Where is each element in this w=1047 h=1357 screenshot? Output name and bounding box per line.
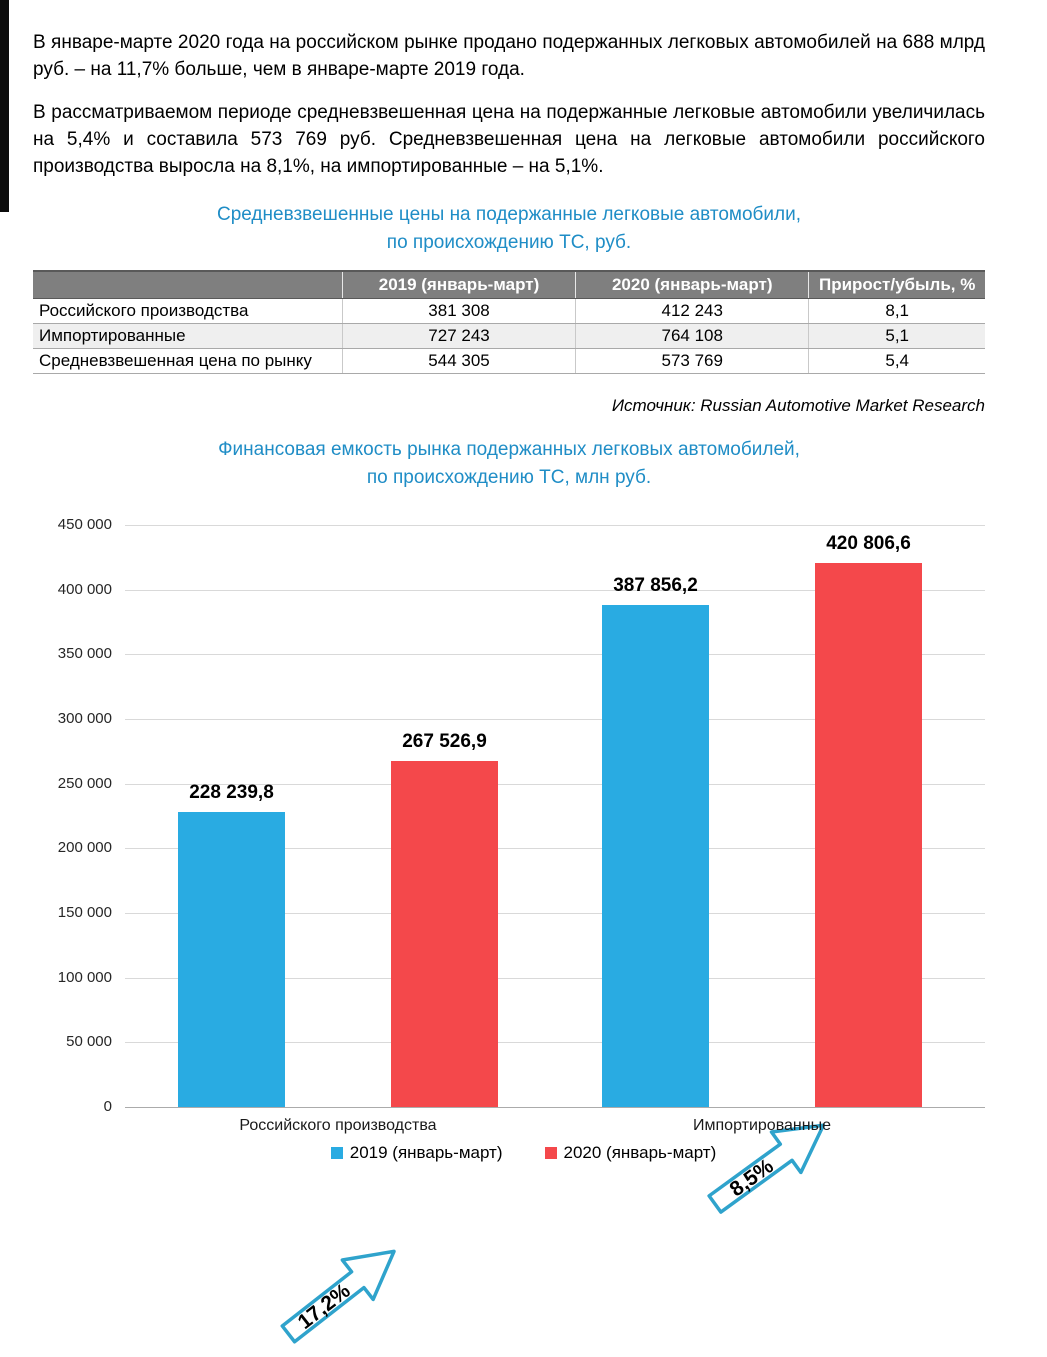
row-value-2020: 573 769 <box>576 348 809 373</box>
y-axis-tick-label: 100 000 <box>57 968 112 986</box>
y-axis-tick-label: 250 000 <box>57 774 112 792</box>
legend-item <box>545 1143 717 1163</box>
row-label: Российского производства <box>33 298 342 323</box>
row-value-growth: 8,1 <box>809 298 985 323</box>
y-axis-tick-label: 200 000 <box>57 839 112 857</box>
table-title-line2: по происхождению ТС, руб. <box>386 232 632 254</box>
y-axis-tick-label: 350 000 <box>57 645 112 663</box>
y-axis-tick-label: 400 000 <box>57 580 112 598</box>
table-header-2020: 2020 (январь-март) <box>576 271 809 299</box>
left-margin-bar <box>0 0 9 212</box>
bar-2019-domestic <box>178 812 285 1107</box>
y-axis-tick-label: 50 000 <box>66 1033 112 1051</box>
legend-swatch <box>331 1147 343 1159</box>
intro-paragraph-1: В январе-марте 2020 года на российском рынке продано подержанных легковых автомобилей на 688 млрд руб. – на 11,7% больше, чем в январе-марте 2019 года. <box>33 32 985 80</box>
x-axis-category-label: Импортированные <box>693 1116 831 1134</box>
intro-paragraph-2: В рассматриваемом периоде средневзвешенная цена на подержанные легковые автомобили увеличилась на 5,4% и составила 573 769 руб. Средневзвешенная цена на легковые автомобили российского производства выросла на 8,1%, на импортированные – на 5,1%. <box>33 101 985 177</box>
bar-value-label: 420 806,6 <box>826 532 911 554</box>
row-value-2019: 727 243 <box>342 323 575 348</box>
row-value-2019: 544 305 <box>342 348 575 373</box>
table-header-2019: 2019 (январь-март) <box>342 271 575 299</box>
table-section-title <box>33 201 985 258</box>
legend-label: 2020 (январь-март) <box>563 1142 717 1162</box>
price-table <box>33 270 985 374</box>
y-axis-tick-label: 0 <box>103 1097 112 1115</box>
row-value-2020: 412 243 <box>576 298 809 323</box>
growth-arrow-imported-label: 8,5% <box>725 1154 778 1202</box>
bar-2020-imported <box>815 563 922 1107</box>
legend-swatch <box>545 1147 557 1159</box>
chart-section-title <box>33 436 985 493</box>
table-row-imported <box>33 323 985 348</box>
legend-label: 2019 (январь-март) <box>349 1142 503 1162</box>
row-label: Средневзвешенная цена по рынку <box>33 348 342 373</box>
bar-2020-domestic <box>391 761 498 1107</box>
growth-arrow-domestic <box>270 1227 415 1357</box>
row-value-growth: 5,4 <box>809 348 985 373</box>
row-value-growth: 5,1 <box>809 323 985 348</box>
table-title-line1: Средневзвешенные цены на подержанные легковые автомобили, <box>216 203 802 225</box>
table-header-growth: Прирост/убыль, % <box>809 271 985 299</box>
growth-arrow-domestic-label: 17,2% <box>293 1279 355 1334</box>
y-axis-tick-label: 300 000 <box>57 709 112 727</box>
table-row-domestic <box>33 298 985 323</box>
bar-chart <box>0 505 1047 1334</box>
chart-legend <box>0 1143 1047 1163</box>
row-label: Импортированные <box>33 323 342 348</box>
y-axis-tick-label: 150 000 <box>57 903 112 921</box>
report-body <box>0 0 1047 493</box>
table-row-market-average <box>33 348 985 373</box>
legend-item <box>331 1143 503 1163</box>
row-value-2019: 381 308 <box>342 298 575 323</box>
bar-value-label: 267 526,9 <box>402 730 487 752</box>
row-value-2020: 764 108 <box>576 323 809 348</box>
source-attribution: Источник: Russian Automotive Market Research <box>611 395 985 415</box>
x-axis-category-label: Российского производства <box>239 1116 437 1134</box>
bar-value-label: 228 239,8 <box>189 781 274 803</box>
bar-value-label: 387 856,2 <box>613 575 698 597</box>
gridline <box>125 1107 985 1108</box>
chart-title-line1: Финансовая емкость рынка подержанных легковых автомобилей, <box>218 438 800 460</box>
table-header-empty <box>33 271 342 299</box>
gridline <box>125 525 985 526</box>
table-header-row <box>33 271 985 299</box>
y-axis-tick-label: 450 000 <box>57 515 112 533</box>
chart-title-line2: по происхождению ТС, млн руб. <box>366 467 652 489</box>
bar-2019-imported <box>602 605 709 1107</box>
